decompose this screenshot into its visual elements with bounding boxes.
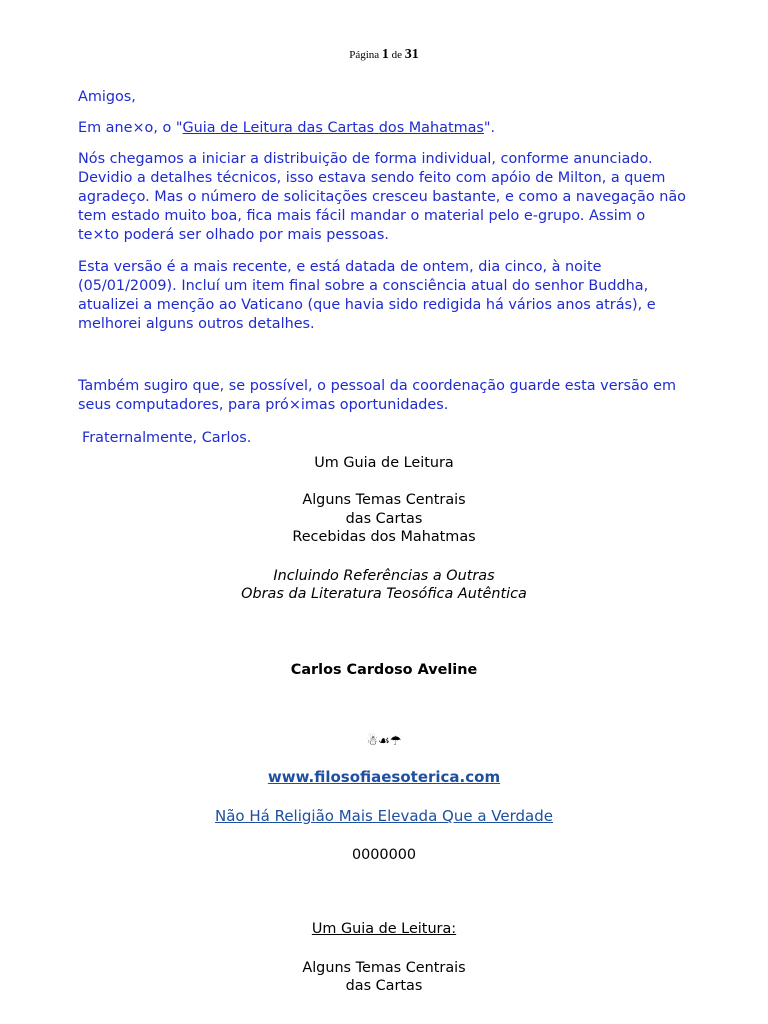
title-line-4: Recebidas dos Mahatmas	[292, 529, 476, 545]
website-line	[0, 768, 768, 787]
title-line-2: Alguns Temas Centrais	[302, 492, 466, 508]
paragraph-2: Esta versão é a mais recente, e está datada de ontem, dia cinco, à noite (05/01/2009). Incluí um item final sobre a consciência atual do senhor Buddha, atualizei a menção ao Vaticano (que havia sido redigida há vários anos atrás), e melhorei alguns outros detalhes.	[78, 259, 656, 332]
annex-line	[78, 119, 698, 138]
website-link[interactable]: www.filosofiaesoterica.com	[267, 768, 501, 786]
title-line-3: das Cartas	[345, 511, 423, 527]
annex-prefix: Em ane×o, o "	[78, 120, 183, 136]
separator: 0000000	[351, 847, 417, 863]
author: Carlos Cardoso Aveline	[290, 662, 478, 678]
section-heading-line	[0, 920, 768, 938]
section-line-2: das Cartas	[345, 978, 423, 994]
section-line-1: Alguns Temas Centrais	[302, 960, 466, 976]
paragraph-1: Nós chegamos a iniciar a distribuição de forma individual, conforme anunciado. Devidio a detalhes técnicos, isso estava sendo feito com apóio de Milton, a quem agradeço. Mas o número de solicitações cresceu bastante, e como a navegação não tem estado muito boa, fica mais fácil mandar o material pelo e-grupo. Assim o te×to poderá ser olhado por mais pessoas.	[78, 151, 686, 243]
motto-link[interactable]: Não Há Religião Mais Elevada Que a Verdade	[214, 807, 553, 825]
page-word: Página	[349, 49, 380, 61]
greeting: Amigos,	[78, 89, 136, 105]
paragraph-3: Também sugiro que, se possível, o pessoal da coordenação guarde esta versão em seus computadores, para pró×imas oportunidades.	[78, 378, 677, 413]
motto-line	[0, 807, 768, 826]
ornament-icons: ☃☙☂	[366, 734, 402, 749]
closing: Fraternalmente, Carlos.	[82, 430, 252, 446]
title-line-1: Um Guia de Leitura	[314, 455, 454, 471]
annex-link[interactable]: Guia de Leitura das Cartas dos Mahatmas	[182, 120, 484, 136]
subtitle-line-2: Obras da Literatura Teosófica Autêntica	[241, 586, 527, 602]
page-header	[0, 47, 768, 63]
section-heading: Um Guia de Leitura:	[311, 921, 457, 937]
page-number: 1	[381, 47, 389, 62]
subtitle-line-1: Incluindo Referências a Outras	[273, 568, 495, 584]
annex-suffix: ".	[483, 120, 496, 136]
of-word: de	[391, 49, 403, 61]
page-total: 31	[404, 47, 419, 62]
